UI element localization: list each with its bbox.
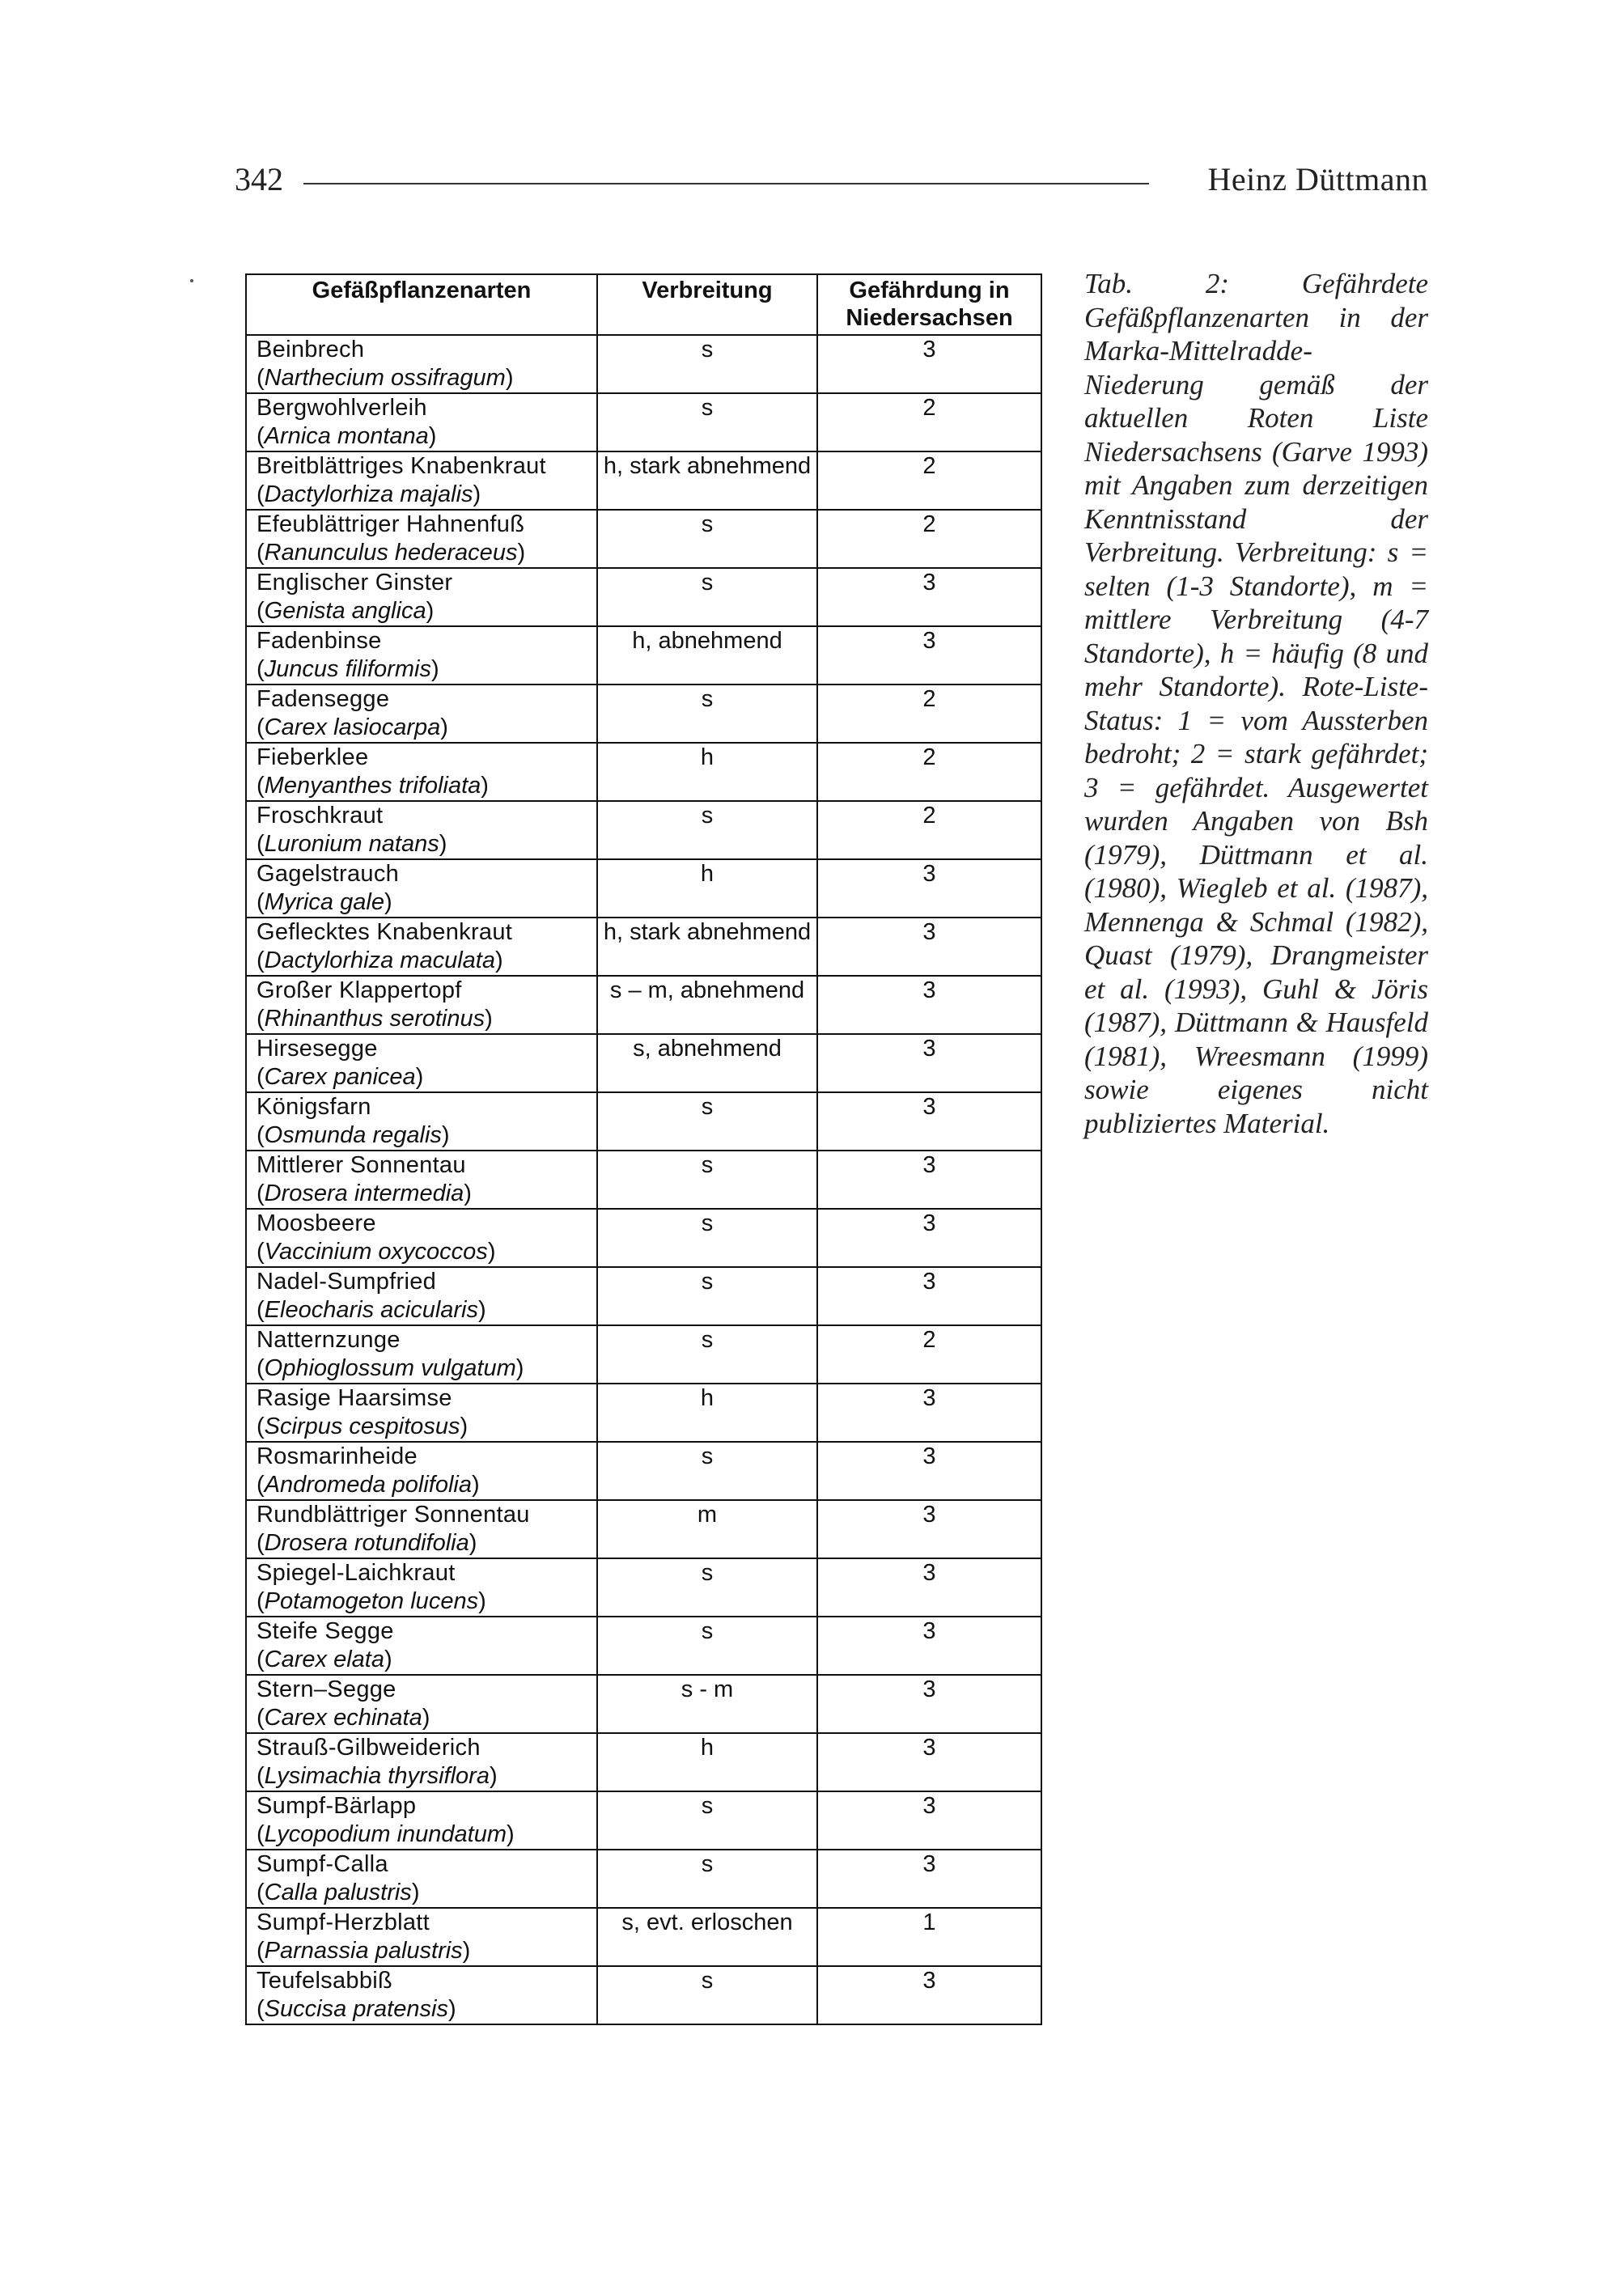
threat-status-cell	[817, 976, 1041, 1034]
distribution-cell	[597, 451, 817, 510]
threat-status-value: 2	[922, 453, 936, 479]
distribution-value: s, abnehmend	[633, 1036, 782, 1062]
threat-status-value: 3	[922, 337, 936, 362]
distribution-value: s	[701, 1152, 714, 1178]
distribution-cell	[597, 1558, 817, 1617]
species-cell	[246, 1675, 597, 1733]
distribution-value: s	[701, 1851, 714, 1877]
species-latin-name: ( Carex echinata )	[257, 1704, 596, 1732]
species-common-name: Nadel-Sumpfried	[257, 1269, 437, 1295]
distribution-cell	[597, 801, 817, 859]
species-latin-name: ( Luronium natans )	[257, 830, 596, 858]
threat-status-cell	[817, 1617, 1041, 1675]
species-cell	[246, 1325, 597, 1384]
species-common-name: Gagelstrauch	[257, 861, 400, 887]
threat-status-value: 3	[922, 1385, 936, 1411]
distribution-cell	[597, 1850, 817, 1908]
species-cell	[246, 1092, 597, 1151]
table-row	[246, 801, 1041, 859]
distribution-cell	[597, 1791, 817, 1850]
distribution-value: s	[701, 1094, 714, 1120]
threat-status-cell	[817, 1500, 1041, 1558]
species-common-name: Teufelsabbiß	[257, 1968, 393, 1994]
threat-status-cell	[817, 743, 1041, 801]
threat-status-cell	[817, 626, 1041, 685]
table-row	[246, 1791, 1041, 1850]
species-latin-name: ( Succisa pratensis )	[257, 1995, 596, 2024]
threat-status-cell	[817, 1850, 1041, 1908]
species-latin-name: ( Lycopodium inundatum )	[257, 1820, 596, 1849]
threat-status-cell	[817, 685, 1041, 743]
distribution-value: h, abnehmend	[632, 628, 782, 654]
distribution-value: h, stark abnehmend	[603, 919, 812, 945]
threat-status-cell	[817, 918, 1041, 976]
distribution-cell	[597, 1034, 817, 1092]
species-common-name: Stern–Segge	[257, 1676, 396, 1702]
species-common-name: Efeublättriger Hahnenfuß	[257, 511, 525, 537]
threat-status-value: 3	[922, 1735, 936, 1761]
species-cell	[246, 1384, 597, 1442]
threat-status-cell	[817, 1908, 1041, 1966]
table-row	[246, 1733, 1041, 1791]
table-row	[246, 335, 1041, 393]
table-row	[246, 1908, 1041, 1966]
distribution-value: h, stark abnehmend	[603, 453, 812, 479]
header-rule	[303, 183, 1149, 184]
species-cell	[246, 918, 597, 976]
distribution-value: m	[697, 1502, 718, 1528]
distribution-value: s	[701, 1327, 714, 1353]
threat-status-cell	[817, 1209, 1041, 1267]
species-cell	[246, 743, 597, 801]
table-row	[246, 859, 1041, 918]
distribution-value: h	[700, 1735, 714, 1761]
species-common-name: Fieberklee	[257, 744, 369, 770]
species-cell	[246, 1558, 597, 1617]
species-cell	[246, 568, 597, 626]
table-row	[246, 1617, 1041, 1675]
species-common-name: Beinbrech	[257, 337, 365, 362]
distribution-cell	[597, 626, 817, 685]
table-row	[246, 1442, 1041, 1500]
species-latin-name: ( Rhinanthus serotinus )	[257, 1005, 596, 1033]
species-cell	[246, 626, 597, 685]
distribution-value: h	[700, 744, 714, 770]
species-common-name: Geflecktes Knabenkraut	[257, 919, 513, 945]
species-common-name: Sumpf-Bärlapp	[257, 1793, 417, 1819]
species-common-name: Froschkraut	[257, 803, 384, 829]
species-latin-name: ( Drosera intermedia )	[257, 1180, 596, 1208]
distribution-value: s	[701, 1793, 714, 1819]
threat-status-value: 3	[922, 1793, 936, 1819]
species-common-name: Fadenbinse	[257, 628, 382, 654]
species-cell	[246, 1966, 597, 2024]
table-row	[246, 1151, 1041, 1209]
species-cell	[246, 1151, 597, 1209]
species-common-name: Mittlerer Sonnentau	[257, 1152, 466, 1178]
threat-status-value: 3	[922, 1560, 936, 1586]
species-common-name: Königsfarn	[257, 1094, 371, 1120]
table-row	[246, 1267, 1041, 1325]
threat-status-value: 3	[922, 1502, 936, 1528]
threat-status-value: 2	[922, 744, 936, 770]
threat-status-cell	[817, 335, 1041, 393]
species-common-name: Spiegel-Laichkraut	[257, 1560, 456, 1586]
species-cell	[246, 510, 597, 568]
species-latin-name: ( Carex lasiocarpa )	[257, 714, 596, 742]
distribution-cell	[597, 743, 817, 801]
table-row	[246, 1034, 1041, 1092]
table-caption: Tab. 2: Gefährdete Gefäßpflanzenarten in der Marka-Mittelradde-Niederung gemäß der aktuellen Roten Liste Niedersachsens (Garve 1993) mit Angaben zum derzeitigen Kenntnisstand der Verbreitung. Verbreitung: s = selten (1-3 Standorte), m = mittlere Verbreitung (4-7 Standorte), h = häufig (8 und mehr Standorte). Rote-Liste-Status: 1 = vom Aussterben bedroht; 2 = stark gefährdet; 3 = gefährdet. Ausgewertet wurden Angaben von Bsh (1979), Düttmann et al. (1980), Wiegleb et al. (1987), Mennenga & Schmal (1982), Quast (1979), Drangmeister et al. (1993), Guhl & Jöris (1987), Düttmann & Hausfeld (1981), Wreesmann (1999) sowie eigenes nicht publiziertes Material.	[1084, 268, 1428, 1139]
distribution-value: s – m, abnehmend	[609, 977, 805, 1003]
column-header-threat-status: Gefährdung in Niedersachsen	[817, 274, 1041, 335]
table-header-row	[246, 274, 1041, 335]
species-common-name: Steife Segge	[257, 1618, 394, 1644]
species-cell	[246, 859, 597, 918]
threat-status-value: 3	[922, 628, 936, 654]
table-row	[246, 568, 1041, 626]
distribution-value: s	[701, 1968, 714, 1994]
species-cell	[246, 1267, 597, 1325]
species-latin-name: ( Carex elata )	[257, 1646, 596, 1674]
distribution-value: s - m	[681, 1676, 734, 1702]
species-table-container	[245, 273, 1041, 2025]
distribution-value: s, evt. erloschen	[621, 1909, 793, 1935]
distribution-cell	[597, 1733, 817, 1791]
table-row	[246, 510, 1041, 568]
threat-status-value: 2	[922, 686, 936, 712]
threat-status-value: 3	[922, 570, 936, 596]
species-cell	[246, 1500, 597, 1558]
distribution-value: s	[701, 686, 714, 712]
species-common-name: Strauß-Gilbweiderich	[257, 1735, 481, 1761]
distribution-cell	[597, 1325, 817, 1384]
species-latin-name: ( Eleocharis acicularis )	[257, 1296, 596, 1325]
table-row	[246, 1558, 1041, 1617]
threat-status-value: 3	[922, 1094, 936, 1120]
species-cell	[246, 1442, 597, 1500]
species-latin-name: ( Ophioglossum vulgatum )	[257, 1354, 596, 1383]
scan-speck	[190, 279, 193, 282]
species-latin-name: ( Potamogeton lucens )	[257, 1587, 596, 1616]
species-latin-name: ( Narthecium ossifragum )	[257, 364, 596, 392]
threat-status-value: 2	[922, 1327, 936, 1353]
table-row	[246, 743, 1041, 801]
table-row	[246, 1500, 1041, 1558]
threat-status-cell	[817, 1442, 1041, 1500]
species-cell	[246, 451, 597, 510]
threat-status-cell	[817, 1092, 1041, 1151]
species-common-name: Natternzunge	[257, 1327, 401, 1353]
distribution-cell	[597, 685, 817, 743]
species-latin-name: ( Dactylorhiza maculata )	[257, 947, 596, 975]
threat-status-cell	[817, 568, 1041, 626]
distribution-cell	[597, 1675, 817, 1733]
species-common-name: Rundblättriger Sonnentau	[257, 1502, 530, 1528]
distribution-cell	[597, 1617, 817, 1675]
distribution-value: s	[701, 1443, 714, 1469]
species-common-name: Bergwohlverleih	[257, 395, 427, 421]
running-head: Heinz Düttmann	[1207, 161, 1428, 197]
threat-status-cell	[817, 1791, 1041, 1850]
threat-status-value: 3	[922, 1851, 936, 1877]
species-latin-name: ( Dactylorhiza majalis )	[257, 481, 596, 509]
threat-status-value: 1	[922, 1909, 936, 1935]
table-row	[246, 1209, 1041, 1267]
table-row	[246, 918, 1041, 976]
distribution-value: s	[701, 337, 714, 362]
species-latin-name: ( Calla palustris )	[257, 1879, 596, 1907]
species-latin-name: ( Andromeda polifolia )	[257, 1471, 596, 1499]
threat-status-cell	[817, 1733, 1041, 1791]
distribution-cell	[597, 335, 817, 393]
distribution-value: s	[701, 803, 714, 829]
species-table	[245, 273, 1042, 2025]
distribution-cell	[597, 1267, 817, 1325]
distribution-cell	[597, 1908, 817, 1966]
species-cell	[246, 1733, 597, 1791]
species-cell	[246, 1034, 597, 1092]
distribution-value: s	[701, 1618, 714, 1644]
table-body	[246, 335, 1041, 2024]
distribution-cell	[597, 393, 817, 451]
species-cell	[246, 801, 597, 859]
threat-status-cell	[817, 451, 1041, 510]
threat-status-value: 3	[922, 1210, 936, 1236]
threat-status-value: 3	[922, 861, 936, 887]
species-common-name: Hirsesegge	[257, 1036, 378, 1062]
column-header-species: Gefäßpflanzenarten	[246, 274, 597, 335]
threat-status-cell	[817, 859, 1041, 918]
distribution-cell	[597, 1384, 817, 1442]
threat-status-cell	[817, 510, 1041, 568]
distribution-value: s	[701, 1560, 714, 1586]
threat-status-value: 3	[922, 1036, 936, 1062]
distribution-value: s	[701, 395, 714, 421]
species-cell	[246, 1850, 597, 1908]
table-row	[246, 976, 1041, 1034]
species-common-name: Rasige Haarsimse	[257, 1385, 452, 1411]
distribution-value: s	[701, 511, 714, 537]
threat-status-value: 2	[922, 511, 936, 537]
threat-status-value: 2	[922, 395, 936, 421]
species-latin-name: ( Menyanthes trifoliata )	[257, 772, 596, 800]
species-latin-name: ( Parnassia palustris )	[257, 1937, 596, 1965]
distribution-value: s	[701, 1269, 714, 1295]
threat-status-value: 3	[922, 919, 936, 945]
species-cell	[246, 1617, 597, 1675]
table-row	[246, 451, 1041, 510]
threat-status-cell	[817, 801, 1041, 859]
species-common-name: Englischer Ginster	[257, 570, 453, 596]
threat-status-cell	[817, 1675, 1041, 1733]
distribution-cell	[597, 1092, 817, 1151]
page-header	[235, 160, 1428, 209]
species-cell	[246, 976, 597, 1034]
threat-status-cell	[817, 1325, 1041, 1384]
threat-status-value: 3	[922, 1968, 936, 1994]
threat-status-cell	[817, 1267, 1041, 1325]
distribution-cell	[597, 1442, 817, 1500]
threat-status-cell	[817, 1034, 1041, 1092]
species-latin-name: ( Scirpus cespitosus )	[257, 1413, 596, 1441]
species-cell	[246, 685, 597, 743]
species-common-name: Moosbeere	[257, 1210, 376, 1236]
species-cell	[246, 1908, 597, 1966]
species-latin-name: ( Carex panicea )	[257, 1063, 596, 1091]
species-latin-name: ( Drosera rotundifolia )	[257, 1529, 596, 1558]
threat-status-cell	[817, 1151, 1041, 1209]
threat-status-value: 3	[922, 1269, 936, 1295]
table-row	[246, 1850, 1041, 1908]
threat-status-cell	[817, 1558, 1041, 1617]
threat-status-value: 3	[922, 1443, 936, 1469]
species-common-name: Breitblättriges Knabenkraut	[257, 453, 546, 479]
table-row	[246, 685, 1041, 743]
page-number: 342	[235, 161, 283, 197]
table-row	[246, 1675, 1041, 1733]
species-common-name: Sumpf-Herzblatt	[257, 1909, 430, 1935]
distribution-value: h	[700, 861, 714, 887]
threat-status-value: 3	[922, 977, 936, 1003]
threat-status-value: 3	[922, 1676, 936, 1702]
species-cell	[246, 1791, 597, 1850]
table-row	[246, 1325, 1041, 1384]
species-common-name: Großer Klappertopf	[257, 977, 462, 1003]
distribution-value: s	[701, 570, 714, 596]
distribution-cell	[597, 510, 817, 568]
threat-status-cell	[817, 393, 1041, 451]
species-common-name: Rosmarinheide	[257, 1443, 418, 1469]
species-latin-name: ( Ranunculus hederaceus )	[257, 539, 596, 567]
species-cell	[246, 1209, 597, 1267]
distribution-cell	[597, 859, 817, 918]
species-latin-name: ( Osmunda regalis )	[257, 1121, 596, 1150]
threat-status-value: 3	[922, 1152, 936, 1178]
species-latin-name: ( Lysimachia thyrsiflora )	[257, 1762, 596, 1791]
table-row	[246, 1384, 1041, 1442]
distribution-value: h	[700, 1385, 714, 1411]
species-latin-name: ( Arnica montana )	[257, 422, 596, 451]
species-latin-name: ( Vaccinium oxycoccos )	[257, 1238, 596, 1266]
species-cell	[246, 335, 597, 393]
species-latin-name: ( Myrica gale )	[257, 888, 596, 917]
distribution-cell	[597, 1500, 817, 1558]
distribution-cell	[597, 1209, 817, 1267]
table-row	[246, 393, 1041, 451]
column-header-distribution: Verbreitung	[597, 274, 817, 335]
distribution-value: s	[701, 1210, 714, 1236]
species-latin-name: ( Genista anglica )	[257, 597, 596, 625]
table-row	[246, 1092, 1041, 1151]
species-common-name: Sumpf-Calla	[257, 1851, 388, 1877]
distribution-cell	[597, 568, 817, 626]
species-cell	[246, 393, 597, 451]
table-row	[246, 626, 1041, 685]
distribution-cell	[597, 918, 817, 976]
distribution-cell	[597, 1151, 817, 1209]
threat-status-cell	[817, 1966, 1041, 2024]
distribution-cell	[597, 1966, 817, 2024]
threat-status-value: 2	[922, 803, 936, 829]
threat-status-value: 3	[922, 1618, 936, 1644]
species-common-name: Fadensegge	[257, 686, 390, 712]
table-row	[246, 1966, 1041, 2024]
distribution-cell	[597, 976, 817, 1034]
species-latin-name: ( Juncus filiformis )	[257, 655, 596, 684]
threat-status-cell	[817, 1384, 1041, 1442]
